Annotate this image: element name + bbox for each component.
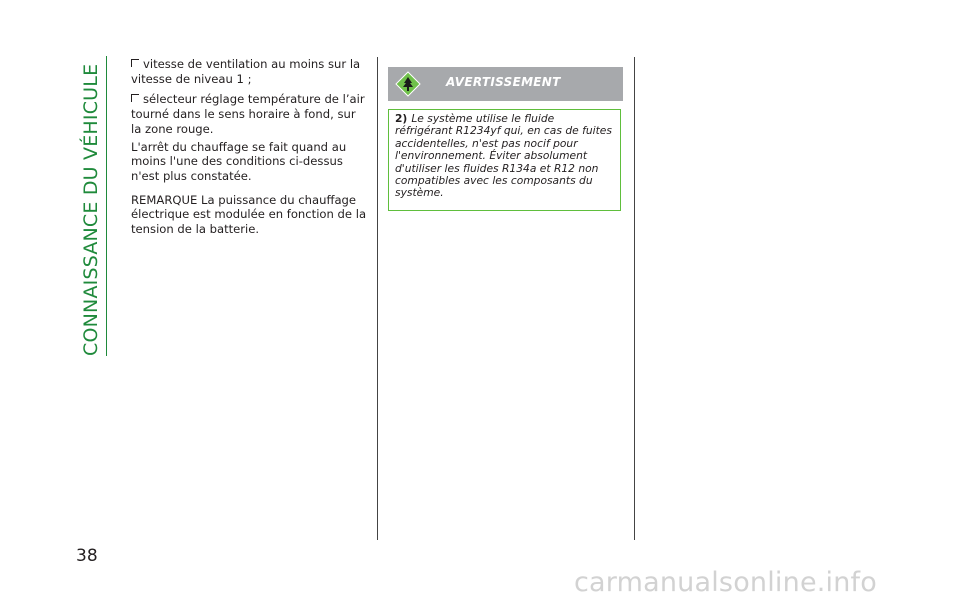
environment-tree-icon [395, 71, 421, 97]
bullet-square-icon [131, 59, 139, 67]
bullet-item [131, 92, 367, 136]
bullet-square-icon [131, 94, 139, 102]
warning-header [388, 67, 623, 101]
section-title: CONNAISSANCE DU VÉHICULE [78, 56, 107, 356]
left-column [131, 57, 367, 243]
bullet-text: vitesse de ventilation au moins sur la vitesse de niveau 1 ; [131, 57, 361, 86]
warning-number: 2) [395, 112, 408, 125]
watermark: carmanualsonline.info [574, 567, 877, 598]
page-number: 38 [76, 546, 98, 566]
column-divider [634, 57, 635, 540]
warning-text: Le système utilise le fluide réfrigérant R1234yf qui, en cas de fuites accidentelles, n'est pas nocif pour l'environnement. Éviter absolument d'utiliser les fluides R134a et R12 non compatibles avec les composants du système. [395, 112, 612, 200]
bullet-text: sélecteur réglage température de l’air tourné dans le sens horaire à fond, sur la zone rouge. [131, 92, 365, 136]
bullet-item [131, 57, 367, 86]
column-divider [377, 57, 378, 540]
warning-title: AVERTISSEMENT [446, 75, 561, 89]
paragraph-stop-condition: L'arrêt du chauffage se fait quand au moins l'une des conditions ci-dessus n'est plus constatée. [131, 139, 347, 183]
warning-box [388, 109, 621, 211]
paragraph-remark: REMARQUE La puissance du chauffage électrique est modulée en fonction de la tension de la batterie. [131, 192, 367, 237]
